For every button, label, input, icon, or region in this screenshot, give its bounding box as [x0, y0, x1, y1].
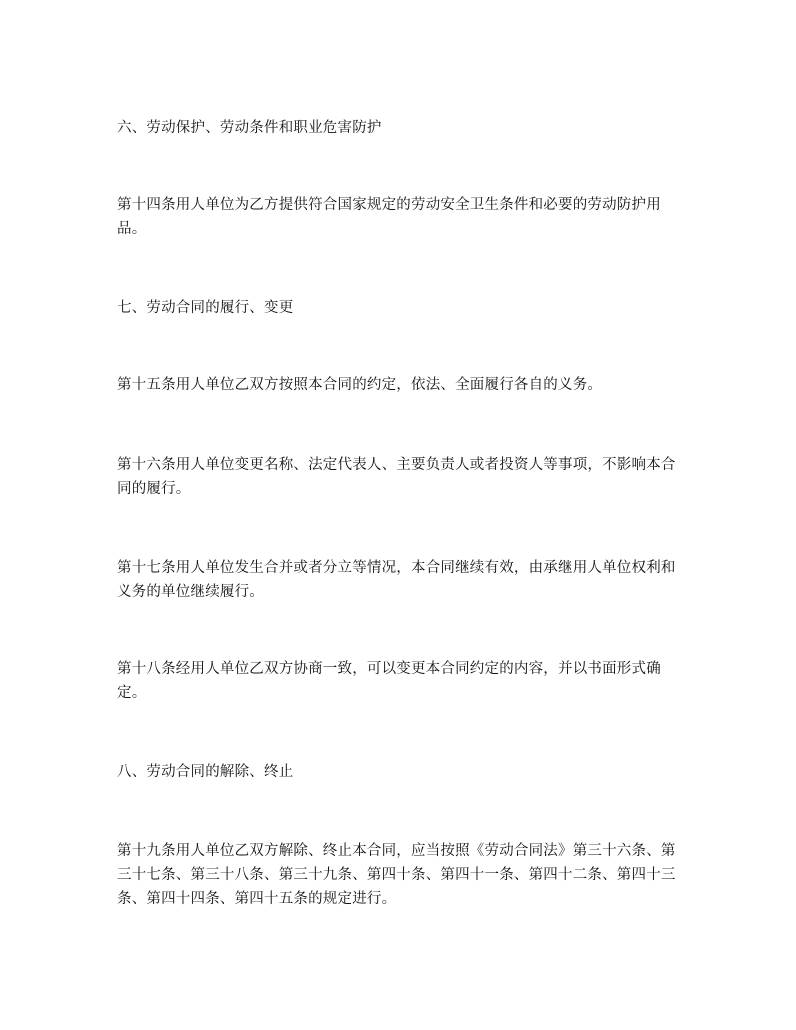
article-16: 第十六条用人单位变更名称、法定代表人、主要负责人或者投资人等事项，不影响本合同的履行。: [117, 457, 676, 497]
article-15: 第十五条用人单位乙双方按照本合同的约定，依法、全面履行各自的义务。: [117, 377, 603, 393]
article-14: 第十四条用人单位为乙方提供符合国家规定的劳动安全卫生条件和必要的劳动防护用品。: [117, 197, 661, 237]
article-18: 第十八条经用人单位乙双方协商一致，可以变更本合同约定的内容，并以书面形式确定。: [117, 661, 661, 701]
section-heading-6: 六、劳动保护、劳动条件和职业危害防护: [117, 120, 382, 136]
article-17: 第十七条用人单位发生合并或者分立等情况，本合同继续有效，由承继用人单位权利和义务的单位继续履行。: [117, 560, 676, 600]
article-19: 第十九条用人单位乙双方解除、终止本合同，应当按照《劳动合同法》第三十六条、第三十七条、第三十八条、第三十九条、第四十条、第四十一条、第四十二条、第四十三条、第四十四条、第四十五条的规定进行。: [117, 843, 676, 907]
section-heading-8: 八、劳动合同的解除、终止: [117, 764, 294, 780]
section-heading-7: 七、劳动合同的履行、变更: [117, 300, 294, 316]
